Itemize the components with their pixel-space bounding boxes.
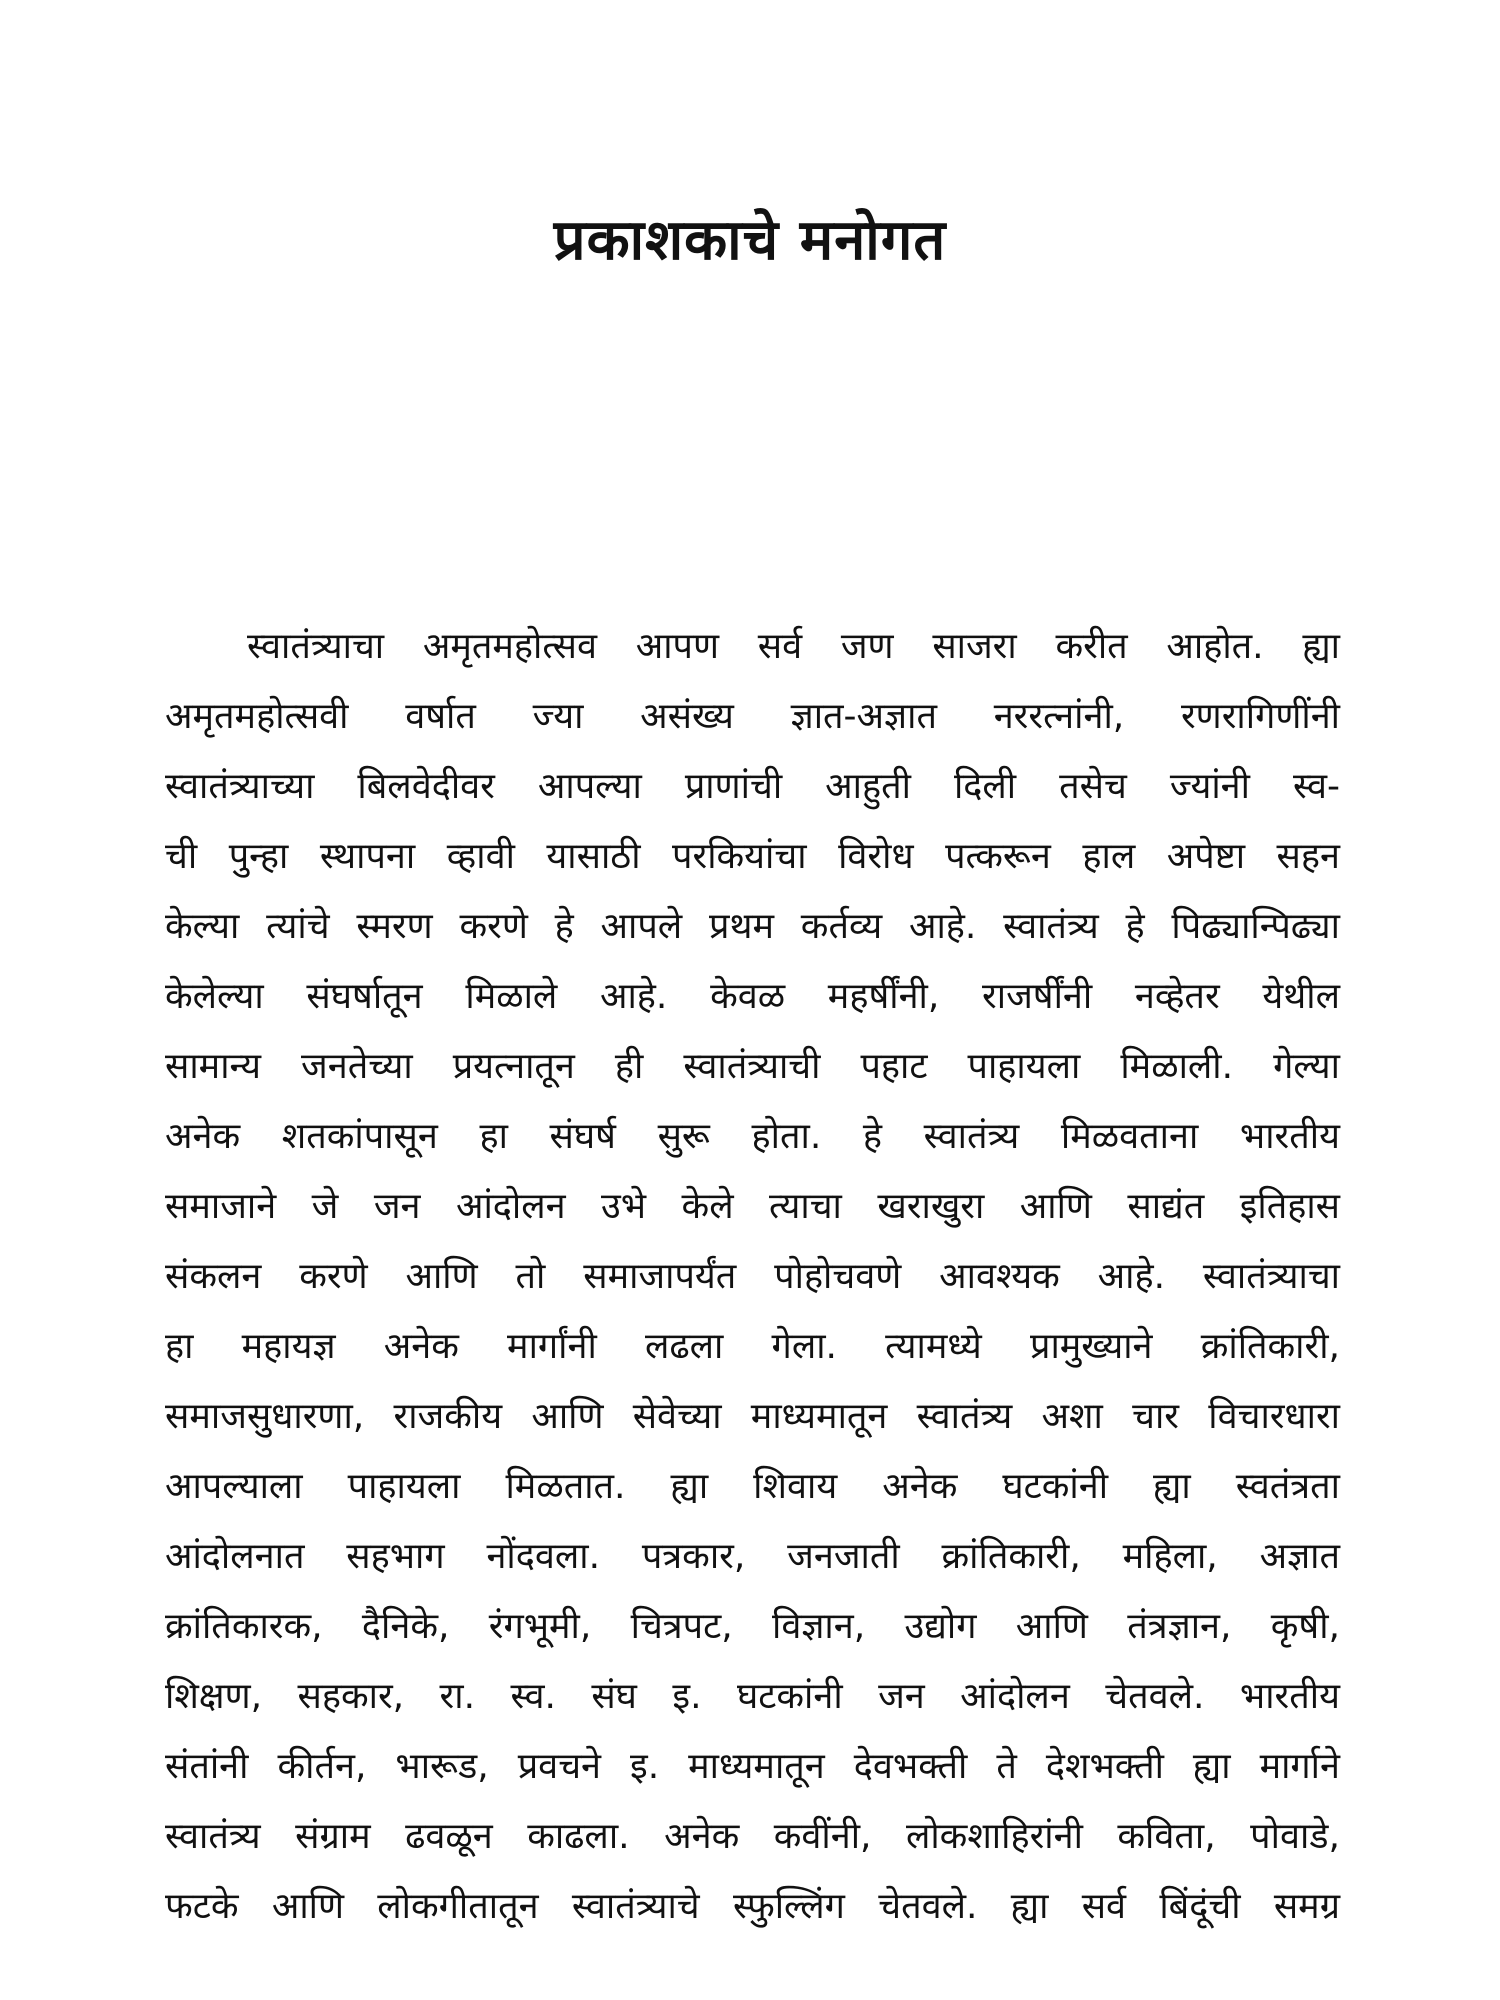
text-line: केल्या त्यांचे स्मरण करणे हे आपले प्रथम कर्तव्य आहे. स्वातंत्र्य हे पिढ्यान्पिढ्या	[165, 906, 1340, 947]
text-line: अमृतमहोत्सवी वर्षात ज्या असंख्य ज्ञात-अज्ञात नररत्नांनी, रणरागिणींनी	[165, 696, 1340, 737]
page-title: प्रकाशकाचे मनोगत	[553, 208, 947, 273]
text-line: समाजसुधारणा, राजकीय आणि सेवेच्या माध्यमातून स्वातंत्र्य अशा चार विचारधारा	[165, 1396, 1340, 1437]
text-line: केलेल्या संघर्षातून मिळाले आहे. केवळ महर्षींनी, राजर्षींनी नव्हेतर येथील	[165, 976, 1340, 1017]
text-line: अनेक शतकांपासून हा संघर्ष सुरू होता. हे स्वातंत्र्य मिळवताना भारतीय	[165, 1116, 1340, 1157]
text-line: संतांनी कीर्तन, भारूड, प्रवचने इ. माध्यमातून देवभक्ती ते देशभक्ती ह्या मार्गाने	[165, 1746, 1340, 1787]
text-line: फटके आणि लोकगीतातून स्वातंत्र्याचे स्फुल्लिंग चेतवले. ह्या सर्व बिंदूंची समग्र	[165, 1886, 1340, 1927]
text-line: आपल्याला पाहायला मिळतात. ह्या शिवाय अनेक घटकांनी ह्या स्वतंत्रता	[165, 1466, 1340, 1507]
text-line: समाजाने जे जन आंदोलन उभे केले त्याचा खराखुरा आणि साद्यंत इतिहास	[165, 1186, 1340, 1227]
body-paragraph	[165, 612, 1340, 1942]
text-line: स्वातंत्र्याच्या बिलवेदीवर आपल्या प्राणांची आहुती दिली तसेच ज्यांनी स्व-	[165, 766, 1340, 807]
text-line: आंदोलनात सहभाग नोंदवला. पत्रकार, जनजाती क्रांतिकारी, महिला, अज्ञात	[165, 1536, 1340, 1577]
text-line: क्रांतिकारक, दैनिके, रंगभूमी, चित्रपट, विज्ञान, उद्योग आणि तंत्रज्ञान, कृषी,	[165, 1606, 1340, 1647]
text-line: स्वातंत्र्याचा अमृतमहोत्सव आपण सर्व जण साजरा करीत आहोत. ह्या	[247, 626, 1340, 667]
text-line: संकलन करणे आणि तो समाजापर्यंत पोहोचवणे आवश्यक आहे. स्वातंत्र्याचा	[165, 1256, 1340, 1297]
text-line: ची पुन्हा स्थापना व्हावी यासाठी परकियांचा विरोध पत्करून हाल अपेष्टा सहन	[165, 836, 1340, 877]
text-line: शिक्षण, सहकार, रा. स्व. संघ इ. घटकांनी जन आंदोलन चेतवले. भारतीय	[165, 1676, 1340, 1717]
text-line: हा महायज्ञ अनेक मार्गांनी लढला गेला. त्यामध्ये प्रामुख्याने क्रांतिकारी,	[165, 1326, 1340, 1367]
text-line: स्वातंत्र्य संग्राम ढवळून काढला. अनेक कवींनी, लोकशाहिरांनी कविता, पोवाडे,	[165, 1816, 1340, 1857]
text-line: सामान्य जनतेच्या प्रयत्नातून ही स्वातंत्र्याची पहाट पाहायला मिळाली. गेल्या	[165, 1046, 1340, 1087]
